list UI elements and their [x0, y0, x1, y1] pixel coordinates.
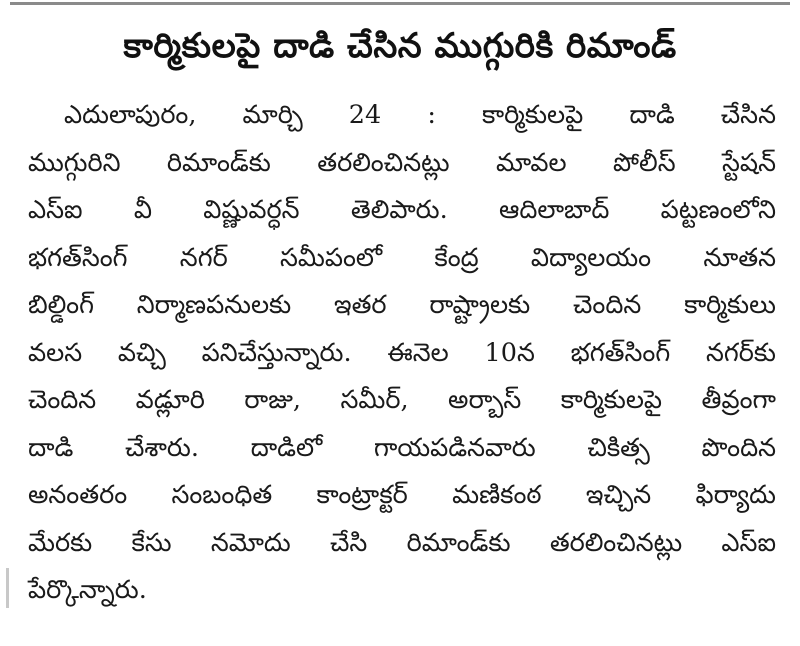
article-line: మేరకు కేసు నమోదు చేసి రిమాండ్‌కు తరలించినట్లు ఎస్ఐ [28, 527, 776, 558]
article-body [28, 92, 776, 615]
article-line: భగత్‌సింగ్ నగర్ సమీపంలో కేంద్ర విద్యాలయం నూతన [28, 242, 776, 273]
article-headline: కార్మికులపై దాడి చేసిన ముగ్గురికి రిమాండ్ [123, 26, 677, 66]
article-line: చెందిన వడ్లూరి రాజు, సమీర్, అర్బాస్ కార్మికులపై తీవ్రంగా [28, 385, 776, 415]
article-line: బిల్డింగ్ నిర్మాణపనులకు ఇతర రాష్ట్రాలకు చెందిన కార్మికులు [28, 290, 776, 320]
article-line: దాడి చేశారు. దాడిలో గాయపడినవారు చికిత్స పొందిన [28, 432, 776, 463]
article-line: వలస వచ్చి పనిచేస్తున్నారు. ఈనెల 10న భగత్‌సింగ్ నగర్‌కు [28, 337, 776, 368]
article-line: ఎస్ఐ వీ విష్ణువర్ధన్ తెలిపారు. ఆదిలాబాద్ పట్టణంలోని [28, 195, 776, 225]
article-line: అనంతరం సంబంధిత కాంట్రాక్టర్ మణికంఠ ఇచ్చిన ఫిర్యాదు [28, 480, 776, 510]
article-line: ఎదులాపురం, మార్చి 24 : కార్మికులపై దాడి చేసిన [64, 100, 776, 130]
article-line: ముగ్గురిని రిమాండ్‌కు తరలించినట్లు మావల పోలీస్ స్టేషన్ [28, 147, 776, 178]
top-rule-divider [10, 2, 790, 5]
article-line: పేర్కొన్నారు. [28, 575, 147, 605]
scan-edge-mark [6, 568, 9, 608]
